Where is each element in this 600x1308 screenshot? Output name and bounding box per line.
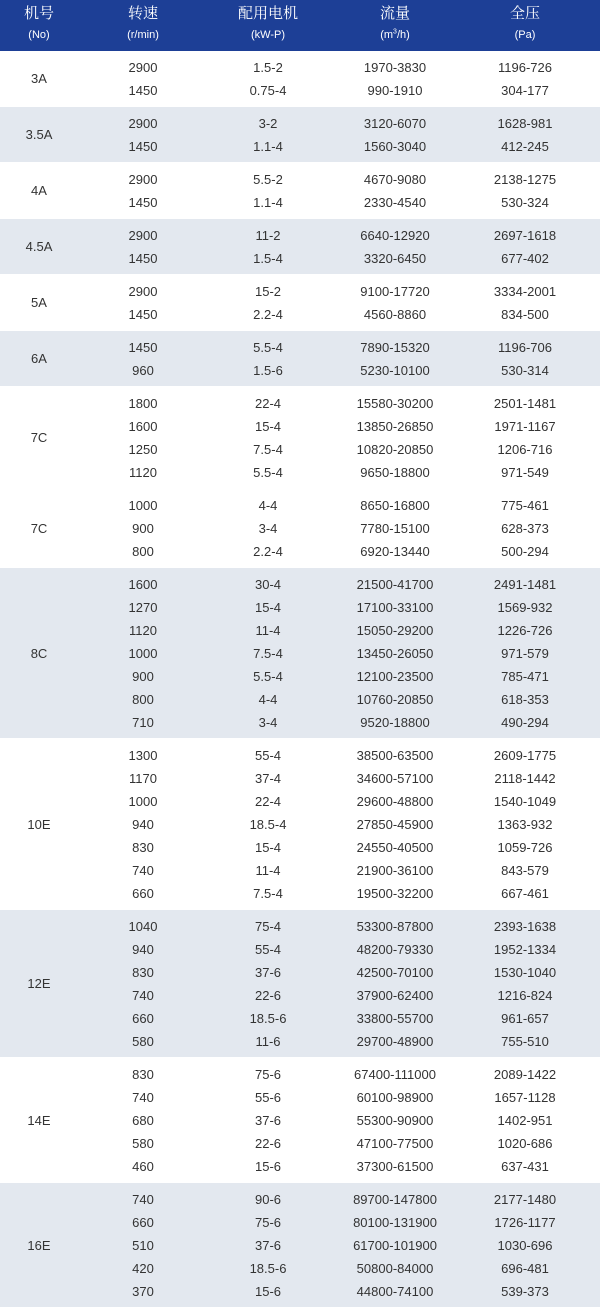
motor-cell: 55-4 — [254, 942, 282, 957]
pressure-cell: 1540-1049 — [493, 794, 557, 809]
flow-cell: 53300-87800 — [356, 919, 434, 934]
motor-cell: 30-4 — [254, 577, 282, 592]
flow-cell: 8650-16800 — [360, 498, 430, 513]
motor-cell: 7.5-4 — [253, 442, 283, 457]
speed-cell: 2900 — [128, 116, 158, 131]
header-flow-unit-exp: 3 — [393, 28, 397, 36]
table-row — [0, 767, 600, 790]
table-row — [0, 1030, 600, 1053]
speed-cell: 1600 — [128, 419, 158, 434]
table-row — [0, 961, 600, 984]
pressure-cell: 775-461 — [501, 498, 549, 513]
speed-cell: 1450 — [128, 307, 158, 322]
motor-cell: 37-6 — [254, 1113, 282, 1128]
motor-cell: 37-4 — [254, 771, 282, 786]
table-row — [0, 1109, 600, 1132]
table-row — [0, 79, 600, 102]
flow-cell: 9520-18800 — [360, 715, 430, 730]
table-row — [0, 790, 600, 813]
table-row — [0, 813, 600, 836]
group-divider — [0, 1057, 600, 1058]
pressure-cell: 1020-686 — [497, 1136, 553, 1151]
motor-cell: 22-6 — [254, 1136, 282, 1151]
motor-cell: 15-6 — [254, 1159, 282, 1174]
speed-cell: 1250 — [128, 442, 158, 457]
flow-cell: 7890-15320 — [360, 340, 430, 355]
motor-cell: 1.5-4 — [253, 251, 283, 266]
table-row — [0, 1007, 600, 1030]
pressure-cell: 2393-1638 — [493, 919, 557, 934]
speed-cell: 1000 — [128, 498, 158, 513]
speed-cell: 1450 — [128, 251, 158, 266]
flow-cell: 60100-98900 — [356, 1090, 434, 1105]
flow-cell: 33800-55700 — [356, 1011, 434, 1026]
pressure-cell: 628-373 — [501, 521, 549, 536]
header-motor-label: 配用电机 — [237, 5, 298, 22]
table-row — [0, 336, 600, 359]
model-number: 7C — [30, 430, 48, 445]
pressure-cell: 1226-726 — [497, 623, 553, 638]
flow-cell: 7780-15100 — [360, 521, 430, 536]
table-row — [0, 1063, 600, 1086]
pressure-cell: 637-431 — [501, 1159, 549, 1174]
table-row — [0, 517, 600, 540]
speed-cell: 1120 — [129, 623, 157, 638]
motor-cell: 55-4 — [254, 748, 282, 763]
flow-cell: 2330-4540 — [363, 195, 427, 210]
motor-cell: 0.75-4 — [249, 83, 287, 98]
model-number: 16E — [27, 1237, 51, 1253]
flow-cell: 6640-12920 — [360, 228, 430, 243]
motor-cell: 5.5-4 — [253, 465, 283, 480]
pressure-cell: 961-657 — [501, 1011, 549, 1026]
group-divider — [0, 386, 600, 387]
flow-cell: 89700-147800 — [353, 1192, 437, 1207]
flow-cell: 4670-9080 — [363, 172, 427, 187]
pressure-cell: 2697-1618 — [493, 228, 557, 243]
table-row — [0, 392, 600, 415]
speed-cell: 710 — [132, 715, 154, 730]
speed-cell: 2900 — [128, 284, 158, 299]
pressure-cell: 1206-716 — [497, 442, 553, 457]
flow-cell: 13850-26850 — [356, 419, 434, 434]
flow-cell: 55300-90900 — [356, 1113, 434, 1128]
table-row — [0, 711, 600, 734]
table-row — [0, 303, 600, 326]
motor-cell: 5.5-4 — [253, 669, 283, 684]
group-divider — [0, 162, 600, 163]
pressure-cell: 1216-824 — [497, 988, 553, 1003]
speed-cell: 1270 — [128, 600, 158, 615]
speed-cell: 420 — [132, 1261, 154, 1276]
motor-cell: 3-4 — [258, 715, 278, 730]
speed-cell: 1450 — [128, 139, 158, 154]
header-speed-unit: (r/min) — [127, 29, 159, 41]
motor-cell: 3-4 — [258, 521, 278, 536]
flow-cell: 29600-48800 — [356, 794, 434, 809]
table-row — [0, 438, 600, 461]
pressure-cell: 2177-1480 — [493, 1192, 557, 1207]
motor-cell: 37-6 — [254, 965, 282, 980]
speed-cell: 660 — [132, 1215, 154, 1230]
speed-cell: 940 — [132, 817, 154, 832]
table-row — [0, 1280, 600, 1303]
flow-cell: 21500-41700 — [356, 577, 434, 592]
flow-cell: 3120-6070 — [363, 116, 427, 131]
motor-cell: 5.5-4 — [253, 340, 283, 355]
header-model-label: 机号 — [23, 5, 54, 22]
speed-cell: 900 — [132, 521, 154, 536]
motor-cell: 22-6 — [254, 988, 282, 1003]
motor-cell: 11-6 — [255, 1034, 281, 1049]
speed-cell: 800 — [132, 692, 154, 707]
header-speed — [100, 0, 186, 51]
flow-cell: 27850-45900 — [356, 817, 434, 832]
pressure-cell: 412-245 — [501, 139, 549, 154]
speed-cell: 580 — [132, 1136, 154, 1151]
speed-cell: 370 — [132, 1284, 154, 1299]
flow-cell: 4560-8860 — [363, 307, 427, 322]
pressure-cell: 1363-932 — [497, 817, 553, 832]
table-row — [0, 938, 600, 961]
flow-cell: 1560-3040 — [363, 139, 427, 154]
flow-cell: 61700-101900 — [353, 1238, 437, 1253]
pressure-cell: 2118-1442 — [494, 771, 556, 786]
motor-cell: 15-4 — [254, 419, 282, 434]
motor-cell: 1.1-4 — [253, 139, 283, 154]
table-row — [0, 859, 600, 882]
speed-cell: 900 — [132, 669, 154, 684]
flow-cell: 80100-131900 — [353, 1215, 437, 1230]
motor-cell: 2.2-4 — [253, 544, 283, 559]
speed-cell: 830 — [132, 965, 154, 980]
pressure-cell: 971-579 — [501, 646, 549, 661]
table-row — [0, 359, 600, 382]
pressure-cell: 1530-1040 — [493, 965, 557, 980]
model-number: 6A — [31, 351, 47, 366]
flow-cell: 29700-48900 — [356, 1034, 434, 1049]
speed-cell: 740 — [132, 988, 154, 1003]
header-flow-label: 流量 — [379, 5, 410, 22]
speed-cell: 680 — [132, 1113, 154, 1128]
table-row — [0, 1211, 600, 1234]
table-row — [0, 224, 600, 247]
header-flow-unit-rest: /h) — [396, 29, 410, 41]
pressure-cell: 618-353 — [501, 692, 549, 707]
group-divider — [0, 488, 600, 489]
motor-cell: 75-6 — [254, 1067, 282, 1082]
motor-cell: 22-4 — [254, 396, 282, 411]
pressure-cell: 1657-1128 — [494, 1090, 556, 1105]
pressure-cell: 677-402 — [501, 251, 549, 266]
speed-cell: 1450 — [128, 83, 158, 98]
pressure-cell: 1952-1334 — [493, 942, 557, 957]
pressure-cell: 530-314 — [501, 363, 549, 378]
motor-cell: 15-4 — [254, 840, 282, 855]
header-model — [0, 0, 78, 51]
pressure-cell: 530-324 — [501, 195, 549, 210]
pressure-cell: 1628-981 — [497, 116, 553, 131]
table-row — [0, 573, 600, 596]
table-row — [0, 665, 600, 688]
speed-cell: 960 — [132, 363, 154, 378]
flow-cell: 47100-77500 — [356, 1136, 434, 1151]
speed-cell: 740 — [132, 863, 154, 878]
speed-cell: 2900 — [128, 172, 158, 187]
table-row — [0, 112, 600, 135]
model-number: 7C — [30, 520, 48, 536]
motor-cell: 5.5-2 — [253, 172, 283, 187]
flow-cell: 24550-40500 — [356, 840, 434, 855]
group-divider — [0, 738, 600, 739]
flow-cell: 37300-61500 — [356, 1159, 434, 1174]
table-row — [0, 744, 600, 767]
pressure-cell: 1196-706 — [498, 340, 552, 355]
speed-cell: 1450 — [128, 195, 158, 210]
motor-cell: 1.5-2 — [253, 60, 283, 75]
flow-cell: 990-1910 — [367, 83, 423, 98]
speed-cell: 1170 — [129, 771, 157, 786]
table-row — [0, 191, 600, 214]
motor-cell: 11-2 — [255, 228, 281, 243]
motor-cell: 15-6 — [254, 1284, 282, 1299]
pressure-cell: 490-294 — [501, 715, 549, 730]
flow-cell: 10820-20850 — [356, 442, 434, 457]
table-row — [0, 135, 600, 158]
table-row — [0, 1234, 600, 1257]
motor-cell: 22-4 — [254, 794, 282, 809]
motor-cell: 11-4 — [255, 863, 281, 878]
pressure-cell: 971-549 — [501, 465, 549, 480]
table-row — [0, 1257, 600, 1280]
pressure-cell: 785-471 — [501, 669, 549, 684]
motor-cell: 55-6 — [254, 1090, 282, 1105]
table-row — [0, 642, 600, 665]
motor-cell: 1.5-6 — [253, 363, 283, 378]
header-flow-unit-base: (m — [380, 29, 394, 41]
table-row — [0, 882, 600, 905]
flow-cell: 12100-23500 — [356, 669, 434, 684]
header-flow — [340, 0, 450, 51]
model-number: 5A — [31, 295, 47, 310]
flow-cell: 1970-3830 — [363, 60, 427, 75]
flow-cell: 38500-63500 — [356, 748, 434, 763]
motor-cell: 15-4 — [254, 600, 282, 615]
pressure-cell: 2501-1481 — [493, 396, 557, 411]
table-row — [0, 688, 600, 711]
header-flow-unit — [340, 28, 450, 42]
speed-cell: 940 — [132, 942, 154, 957]
flow-cell: 6920-13440 — [360, 544, 430, 559]
table-header — [0, 0, 600, 51]
motor-cell: 11-4 — [255, 623, 281, 638]
table-row — [0, 415, 600, 438]
motor-cell: 7.5-4 — [253, 886, 283, 901]
speed-cell: 460 — [132, 1159, 154, 1174]
speed-cell: 1600 — [128, 577, 158, 592]
motor-cell: 75-4 — [254, 919, 282, 934]
speed-cell: 660 — [132, 886, 154, 901]
speed-cell: 1120 — [129, 465, 157, 480]
header-model-unit: (No) — [28, 29, 50, 41]
speed-cell: 2900 — [128, 228, 158, 243]
speed-cell: 660 — [132, 1011, 154, 1026]
pressure-cell: 3334-2001 — [493, 284, 557, 299]
table-row — [0, 168, 600, 191]
flow-cell: 50800-84000 — [356, 1261, 434, 1276]
table-row — [0, 596, 600, 619]
pressure-cell: 1030-696 — [497, 1238, 553, 1253]
header-pressure — [470, 0, 580, 51]
model-number: 4A — [31, 183, 47, 198]
motor-cell: 18.5-6 — [249, 1261, 287, 1276]
flow-cell: 9100-17720 — [360, 284, 430, 299]
model-number: 14E — [27, 1112, 51, 1128]
flow-cell: 67400-111000 — [354, 1067, 436, 1082]
speed-cell: 830 — [132, 1067, 154, 1082]
speed-cell: 1800 — [128, 396, 158, 411]
pressure-cell: 1059-726 — [497, 840, 553, 855]
header-motor — [218, 0, 318, 51]
motor-cell: 4-4 — [258, 498, 278, 513]
flow-cell: 9650-18800 — [360, 465, 430, 480]
table-row — [0, 461, 600, 484]
pressure-cell: 2138-1275 — [493, 172, 557, 187]
flow-cell: 21900-36100 — [356, 863, 434, 878]
pressure-cell: 755-510 — [501, 1034, 549, 1049]
motor-cell: 37-6 — [254, 1238, 282, 1253]
motor-cell: 18.5-6 — [249, 1011, 287, 1026]
flow-cell: 13450-26050 — [356, 646, 434, 661]
flow-cell: 37900-62400 — [356, 988, 434, 1003]
model-number: 10E — [27, 816, 51, 832]
flow-cell: 48200-79330 — [356, 942, 434, 957]
speed-cell: 1000 — [128, 794, 158, 809]
speed-cell: 740 — [132, 1192, 154, 1207]
table-row — [0, 56, 600, 79]
pressure-cell: 843-579 — [501, 863, 549, 878]
motor-cell: 90-6 — [254, 1192, 282, 1207]
pressure-cell: 539-373 — [501, 1284, 549, 1299]
table-row — [0, 1188, 600, 1211]
model-number: 12E — [27, 976, 51, 991]
motor-cell: 15-2 — [254, 284, 282, 299]
flow-cell: 15050-29200 — [356, 623, 434, 638]
pressure-cell: 500-294 — [501, 544, 549, 559]
model-number: 4.5A — [25, 239, 53, 254]
speed-cell: 740 — [132, 1090, 154, 1105]
table-row — [0, 1155, 600, 1178]
table-row — [0, 915, 600, 938]
pressure-cell: 834-500 — [501, 307, 549, 322]
table-row — [0, 984, 600, 1007]
speed-cell: 1000 — [128, 646, 158, 661]
pressure-cell: 1402-951 — [497, 1113, 553, 1128]
table-row — [0, 836, 600, 859]
pressure-cell: 1569-932 — [497, 600, 553, 615]
pressure-cell: 2491-1481 — [493, 577, 557, 592]
speed-cell: 800 — [132, 544, 154, 559]
model-number: 3A — [31, 71, 47, 86]
table-row — [0, 619, 600, 642]
flow-cell: 42500-70100 — [356, 965, 434, 980]
speed-cell: 1450 — [128, 340, 158, 355]
table-row — [0, 540, 600, 563]
header-pressure-unit: (Pa) — [514, 29, 536, 41]
table-row — [0, 1132, 600, 1155]
flow-cell: 15580-30200 — [356, 396, 434, 411]
speed-cell: 830 — [132, 840, 154, 855]
header-speed-label: 转速 — [127, 5, 158, 22]
flow-cell: 17100-33100 — [356, 600, 434, 615]
pressure-cell: 1196-726 — [498, 60, 552, 75]
pressure-cell: 696-481 — [501, 1261, 549, 1276]
table-row — [0, 280, 600, 303]
flow-cell: 34600-57100 — [356, 771, 434, 786]
motor-cell: 2.2-4 — [253, 307, 283, 322]
table-row — [0, 247, 600, 270]
motor-cell: 18.5-4 — [249, 817, 287, 832]
flow-cell: 10760-20850 — [356, 692, 434, 707]
speed-cell: 580 — [132, 1034, 154, 1049]
pressure-cell: 2089-1422 — [493, 1067, 557, 1082]
flow-cell: 5230-10100 — [360, 363, 430, 378]
group-divider — [0, 274, 600, 275]
pressure-cell: 1971-1167 — [494, 419, 556, 434]
speed-cell: 510 — [132, 1238, 154, 1253]
speed-cell: 2900 — [128, 60, 158, 75]
motor-cell: 3-2 — [258, 116, 278, 131]
speed-cell: 1040 — [128, 919, 158, 934]
motor-cell: 1.1-4 — [253, 195, 283, 210]
table-row — [0, 494, 600, 517]
pressure-cell: 1726-1177 — [494, 1215, 556, 1230]
motor-cell: 75-6 — [254, 1215, 282, 1230]
flow-cell: 44800-74100 — [356, 1284, 434, 1299]
header-pressure-label: 全压 — [509, 5, 540, 22]
table-row — [0, 1086, 600, 1109]
model-number: 3.5A — [25, 127, 53, 142]
motor-cell: 4-4 — [258, 692, 278, 707]
pressure-cell: 304-177 — [501, 83, 549, 98]
model-number: 8C — [30, 645, 48, 661]
pressure-cell: 667-461 — [501, 886, 549, 901]
header-motor-unit: (kW-P) — [250, 29, 285, 41]
speed-cell: 1300 — [128, 748, 158, 763]
flow-cell: 19500-32200 — [356, 886, 434, 901]
flow-cell: 3320-6450 — [363, 251, 427, 266]
motor-cell: 7.5-4 — [253, 646, 283, 661]
pressure-cell: 2609-1775 — [493, 748, 557, 763]
